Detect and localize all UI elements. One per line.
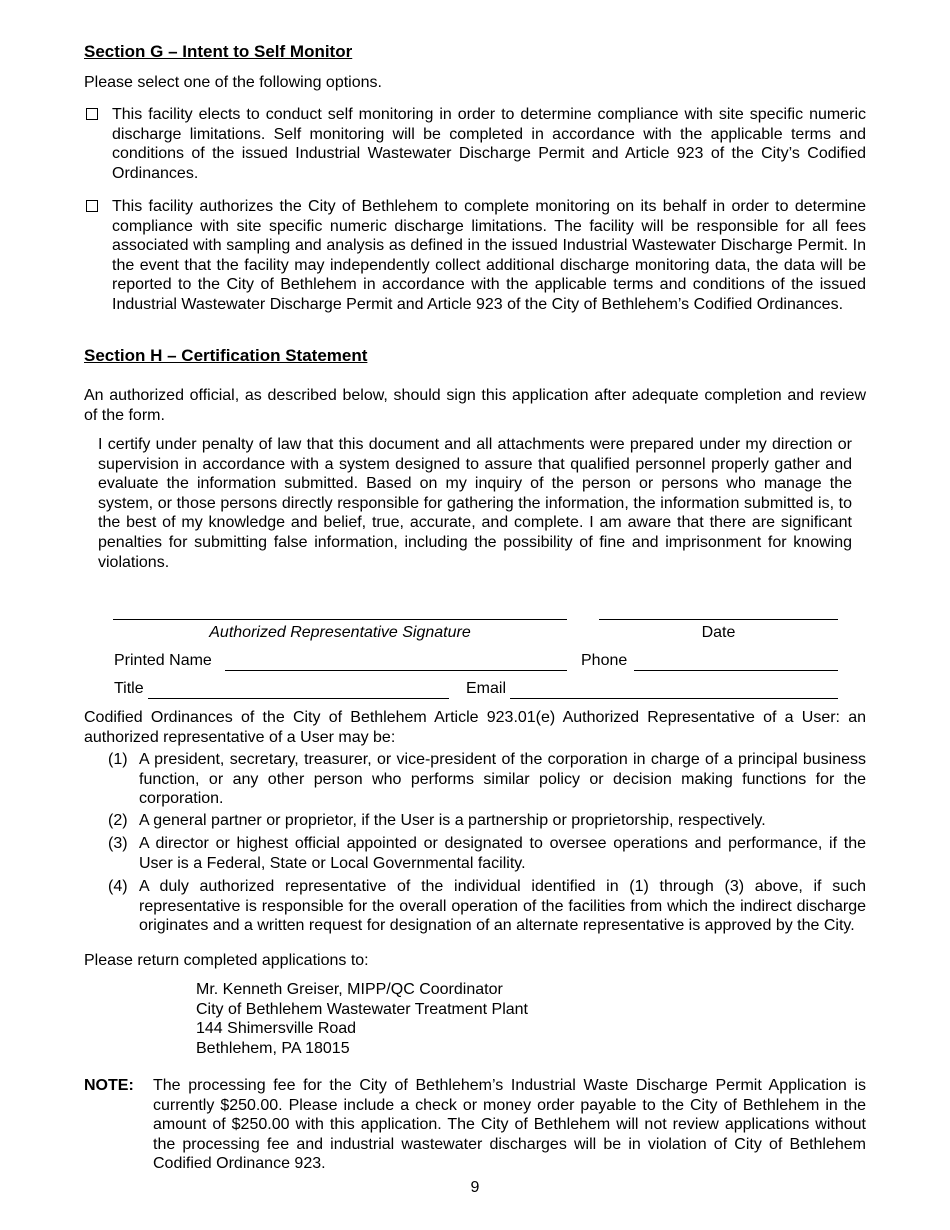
certification-statement: I certify under penalty of law that this document and all attachments were prepared under my direction or supervision in accordance with a system designed to assure that qualified personnel properly gather and evaluate the information submitted. Based on my inquiry of the person or persons who manage the system, or those persons directly responsible for gathering the information, the information submitted is, to the best of my knowledge and belief, true, accurate, and complete. I am aware that there are significant penalties for submitting false information, including the possibility of fine and imprisonment for knowing violations. (98, 436, 852, 571)
list-item (108, 811, 866, 831)
self-monitor-option-text: This facility elects to conduct self monitoring in order to determine compliance with site specific numeric discharge limitations. Self monitoring will be completed in accordance with the applicable terms and conditions of the issued Industrial Wastewater Discharge Permit and Article 923 of the City’s Codified Ordinances. (112, 106, 866, 182)
list-item-number: (4) (108, 878, 128, 895)
phone-line[interactable] (634, 670, 838, 671)
list-item-text: A president, secretary, treasurer, or vice-president of the corporation in charge of a principal business function, or any other person who performs similar policy or decision making functions for the corporation. (139, 751, 866, 808)
section-h-intro: An authorized official, as described below, should sign this application after adequate completion and review of the form. (84, 387, 866, 424)
city-monitor-option (84, 197, 866, 315)
city-monitor-option-text: This facility authorizes the City of Bethlehem to complete monitoring on its behalf in order to determine compliance with site specific numeric discharge limitations. The facility will be responsible for all fees associated with sampling and analysis as defined in the issued Industrial Wastewater Discharge Permit. In the event that the facility may independently collect additional discharge monitoring data, the data will be reported to the City of Bethlehem in accordance with the applicable terms and conditions of the issued Industrial Wastewater Discharge Permit and Article 923 of the City of Bethlehem’s Codified Ordinances. (112, 198, 866, 313)
return-address (196, 980, 528, 1058)
self-monitor-option (84, 105, 866, 183)
self-monitor-checkbox[interactable] (86, 108, 98, 120)
address-line: Bethlehem, PA 18015 (196, 1039, 350, 1057)
date-label: Date (701, 624, 736, 641)
page-number: 9 (470, 1179, 480, 1196)
address-line: Mr. Kenneth Greiser, MIPP/QC Coordinator (196, 981, 503, 998)
email-line[interactable] (510, 698, 838, 699)
list-item-text: A director or highest official appointed or designated to oversee operations and performance, if the User is a Federal, State or Local Governmental facility. (139, 835, 866, 872)
section-h-heading: Section H – Certification Statement (84, 346, 368, 365)
list-item-number: (1) (108, 751, 128, 768)
printed-name-line[interactable] (225, 670, 567, 671)
signature-label: Authorized Representative Signature (209, 624, 471, 641)
list-item (108, 877, 866, 936)
ordinance-text: Codified Ordinances of the City of Bethlehem Article 923.01(e) Authorized Representative of a User: an authorized representative of a User may be: (84, 709, 866, 746)
title-line[interactable] (148, 698, 449, 699)
list-item (108, 834, 866, 873)
date-line[interactable] (599, 619, 838, 620)
list-item (108, 750, 866, 809)
section-g-instruction: Please select one of the following options. (84, 74, 382, 91)
list-item-text: A duly authorized representative of the individual identified in (1) through (3) above, if such representative is responsible for the overall operation of the facilities from which the indirect discharge originates and a written request for designation of an alternate representative is approved by the City. (139, 878, 866, 935)
list-item-text: A general partner or proprietor, if the User is a partnership or proprietorship, respectively. (139, 812, 766, 829)
phone-label: Phone (581, 652, 628, 669)
email-label: Email (466, 680, 507, 697)
title-label: Title (114, 680, 144, 697)
city-monitor-checkbox[interactable] (86, 200, 98, 212)
printed-name-label: Printed Name (114, 652, 212, 669)
address-line: 144 Shimersville Road (196, 1020, 357, 1038)
address-line: City of Bethlehem Wastewater Treatment Plant (196, 1000, 528, 1018)
list-item-number: (3) (108, 835, 128, 852)
section-g-heading: Section G – Intent to Self Monitor (84, 42, 353, 61)
note-text: The processing fee for the City of Bethlehem’s Industrial Waste Discharge Permit Application is currently $250.00. Please include a check or money order payable to the City of Bethlehem in the amount of $250.00 with this application. The City of Bethlehem will not review applications without the processing fee and industrial wastewater discharges will be in violation of City of Bethlehem Codified Ordinance 923. (153, 1077, 866, 1173)
list-item-number: (2) (108, 812, 128, 829)
signature-line[interactable] (113, 619, 567, 620)
note-label: NOTE: (84, 1077, 134, 1094)
return-label: Please return completed applications to: (84, 952, 369, 969)
